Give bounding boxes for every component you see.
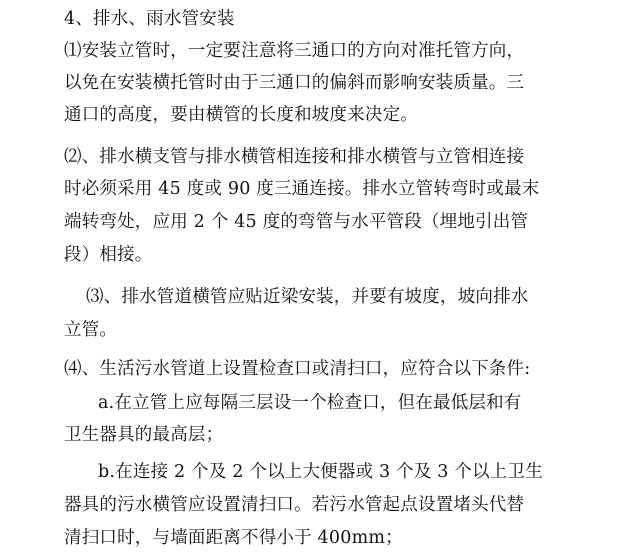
- paragraph-line: 卫生器具的最高层；: [64, 425, 224, 445]
- paragraph-line: 端转弯处，应用 2 个 45 度的弯管与水平管段（埋地引出管: [64, 212, 529, 232]
- paragraph-line: ⑶、排水管道横管应贴近梁安装，并要有坡度，坡向排水: [86, 287, 529, 307]
- paragraph-line: 通口的高度，要由横管的长度和坡度来决定。: [64, 105, 418, 125]
- paragraph-line: a.在立管上应每隔三层设一个检查口，但在最低层和有: [98, 393, 522, 413]
- paragraph-line: ⑷、生活污水管道上设置检查口或清扫口，应符合以下条件:: [64, 359, 531, 379]
- paragraph-line: 时必须采用 45 度或 90 度三通连接。排水立管转弯时或最末: [64, 179, 540, 199]
- paragraph-line: ⑵、排水横支管与排水横管相连接和排水横管与立管相连接: [64, 147, 525, 167]
- section-heading: 4、排水、雨水管安装: [64, 9, 235, 29]
- paragraph-line: 以免在安装横托管时由于三通口的偏斜而影响安装质量。三: [64, 73, 525, 93]
- paragraph-line: 清扫口时，与墙面距离不得小于 400mm；: [64, 528, 403, 548]
- paragraph-line: 段）相接。: [64, 245, 153, 265]
- paragraph-line: 器具的污水横管应设置清扫口。若污水管起点设置堵头代替: [64, 495, 525, 515]
- paragraph-line: 立管。: [64, 320, 118, 340]
- paragraph-line: ⑴安装立管时，一定要注意将三通口的方向对准托管方向，: [64, 41, 525, 61]
- paragraph-line: b.在连接 2 个及 2 个以上大便器或 3 个及 3 个以上卫生: [98, 462, 543, 482]
